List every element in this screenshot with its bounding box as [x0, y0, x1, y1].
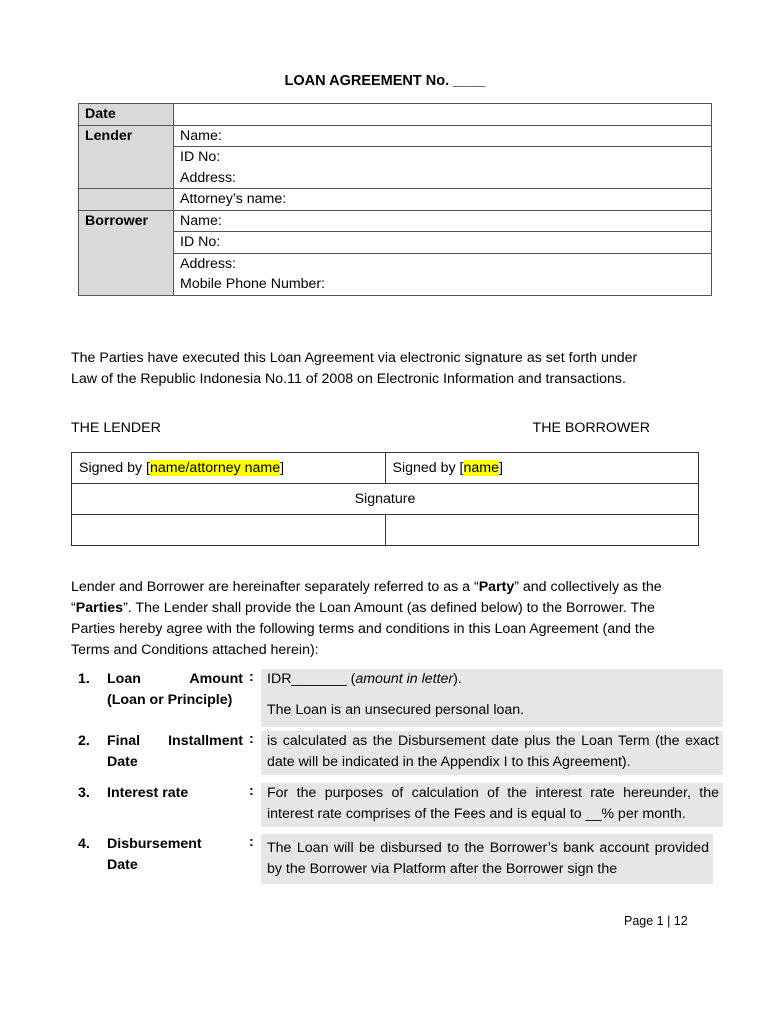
- page-title: LOAN AGREEMENT No. ____: [284, 73, 486, 89]
- final-installment-value: is calculated as the Disbursement date plus the Loan Term (the exact date will be indicated in the Appendix I to this Agreement).: [261, 731, 723, 775]
- date-label: Date: [79, 104, 174, 126]
- lender-label: Lender: [79, 125, 174, 147]
- borrower-id-field: ID No:: [174, 232, 712, 254]
- party-definition-paragraph: Lender and Borrower are hereinafter separately referred to as a “Party” and collectively as the “Parties”. The Lender shall provide the Loan Amount (as defined below) to the Borrower. The Parties hereby agree with the following terms and conditions in this Loan Agreement (and the Terms and Conditions attached herein):: [71, 579, 662, 658]
- loan-amount-value: IDR_______ (amount in letter). The Loan is an unsecured personal loan.: [261, 669, 723, 727]
- lender-address-field: Address:: [174, 168, 712, 189]
- lender-attorney-field: Attorney’s name:: [174, 189, 712, 211]
- lender-signed-by: Signed by [name/attorney name]: [72, 453, 386, 484]
- intro-line-2: Law of the Republic Indonesia No.11 of 2008 on Electronic Information and transactions.: [71, 371, 626, 387]
- lender-name-placeholder: name/attorney name: [150, 460, 281, 476]
- intro-line-1: The Parties have executed this Loan Agreement via electronic signature as set forth under: [71, 350, 638, 366]
- interest-rate-value: For the purposes of calculation of the interest rate hereunder, the interest rate comprises of the Fees and is equal to __% per month.: [261, 783, 723, 827]
- lender-signature-box[interactable]: [72, 515, 386, 546]
- lender-name-field: Name:: [174, 125, 712, 147]
- disbursement-date-value: The Loan will be disbursed to the Borrower’s bank account provided by the Borrower via Platform after the Borrower sign the: [261, 834, 713, 884]
- borrower-signature-box[interactable]: [385, 515, 699, 546]
- signature-label: Signature: [72, 484, 699, 515]
- borrower-signed-by: Signed by [name]: [385, 453, 699, 484]
- page-number: Page 1 | 12: [624, 914, 688, 928]
- borrower-name-field: Name:: [174, 210, 712, 232]
- borrower-address-field: Address:: [174, 253, 712, 274]
- borrower-heading: THE BORROWER: [532, 420, 650, 436]
- lender-heading: THE LENDER: [71, 420, 161, 436]
- borrower-label: Borrower: [79, 210, 174, 232]
- borrower-name-placeholder: name: [463, 460, 499, 476]
- parties-details-table: [78, 103, 712, 296]
- intro-paragraph: [71, 348, 711, 390]
- date-value: [174, 104, 712, 126]
- signature-table: [71, 452, 699, 546]
- term-loan-amount: 1. Loan Amount (Loan or Principle) : IDR_______ (amount in letter). The Loan is an unsecured personal loan.: [78, 669, 718, 729]
- lender-id-field: ID No:: [174, 147, 712, 168]
- borrower-phone-field: Mobile Phone Number:: [174, 274, 712, 295]
